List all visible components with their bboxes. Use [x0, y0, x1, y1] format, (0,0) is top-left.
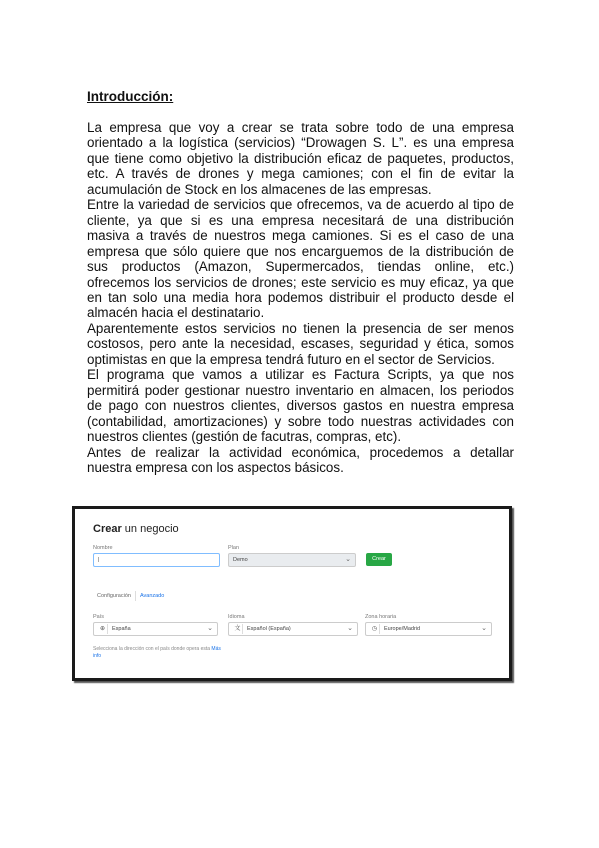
globe-icon: ⊕: [98, 624, 108, 634]
chevron-down-icon: ⌄: [345, 556, 351, 563]
language-icon: 文: [233, 624, 243, 634]
zona-select[interactable]: [365, 622, 492, 636]
help-link[interactable]: Más info: [93, 646, 221, 659]
tab-avanzado[interactable]: Avanzado: [139, 593, 165, 599]
plan-select[interactable]: [228, 553, 356, 567]
body-text: [87, 120, 514, 475]
paragraph-closing: Antes de realizar la actividad económica, procedemos a detallar nuestra empresa con los aspectos básicos.: [87, 444, 514, 475]
paragraph-software: El programa que vamos a utilizar es Factura Scripts, ya que nos permitirá poder gestionar nuestro inventario en almacen, los periodos de pago con nuestros clientes, diversos gastos en nuestra empresa (contabilidad, amortizaciones) y sobre todo nuestras actividades con nuestros clientes (gestión de facutras, compras, etc).: [87, 367, 514, 445]
embedded-screenshot: [72, 506, 512, 681]
idioma-value: Español (España): [247, 626, 291, 632]
tab-bar: [93, 591, 168, 605]
idioma-label: Idioma: [228, 614, 245, 620]
plan-label: Plan: [228, 545, 240, 551]
chevron-down-icon: ⌄: [207, 625, 213, 632]
nombre-label: Nombre: [93, 545, 113, 551]
zona-label: Zona horaria: [365, 614, 397, 620]
zona-value: Europe/Madrid: [384, 626, 421, 632]
paragraph-costs: Aparentemente estos servicios no tienen la presencia de ser menos costosos, pero ante la necesidad, escases, seguridad y ética, somos optimistas en que la empresa tendrá futuro en el sector de Servicios.: [87, 320, 514, 367]
paragraph-intro: La empresa que voy a crear se trata sobre todo de una empresa orientado a la logística (servicios) “Drowagen S. L”. es una empresa que tiene como objetivo la distribución eficaz de paquetes, productos, etc. A través de drones y mega camiones; con el fin de evitar la acumulación de Stock en los almacenes de las empresas.: [87, 120, 514, 197]
form-title: [93, 523, 179, 535]
pais-label: País: [93, 614, 105, 620]
tab-configuracion[interactable]: Configuración: [93, 591, 136, 601]
chevron-down-icon: ⌄: [481, 625, 487, 632]
nombre-input[interactable]: |: [93, 553, 220, 567]
paragraph-services: Entre la variedad de servicios que ofrecemos, va de acuerdo al tipo de cliente, ya que si es una empresa necesitará de una distribución masiva a través de nuestros mega camiones. Si es el caso de una empresa que sólo quiere que nos encarguemos de la distribución de sus productos (Amazon, Supermercados, tiendas online, etc.) ofrecemos los servicios de drones; este servicio es muy eficaz, ya que en tan solo una media hora podemos distribuir el producto desde el almacén hacia el destinatario.: [87, 197, 514, 321]
pais-select[interactable]: [93, 622, 218, 636]
clock-icon: ◷: [370, 624, 380, 634]
chevron-down-icon: ⌄: [347, 625, 353, 632]
pais-value: España: [112, 626, 131, 632]
help-text: [93, 646, 228, 660]
crear-button[interactable]: Crear: [366, 553, 392, 566]
plan-value: Demo: [233, 557, 248, 563]
page-heading: Introducción:: [87, 89, 174, 104]
form-title-bold: Crear: [93, 523, 122, 535]
help-text-body: Selecciona la dirección con el país donde opera esta: [93, 646, 211, 652]
idioma-select[interactable]: [228, 622, 358, 636]
form-title-rest: un negocio: [121, 523, 179, 535]
